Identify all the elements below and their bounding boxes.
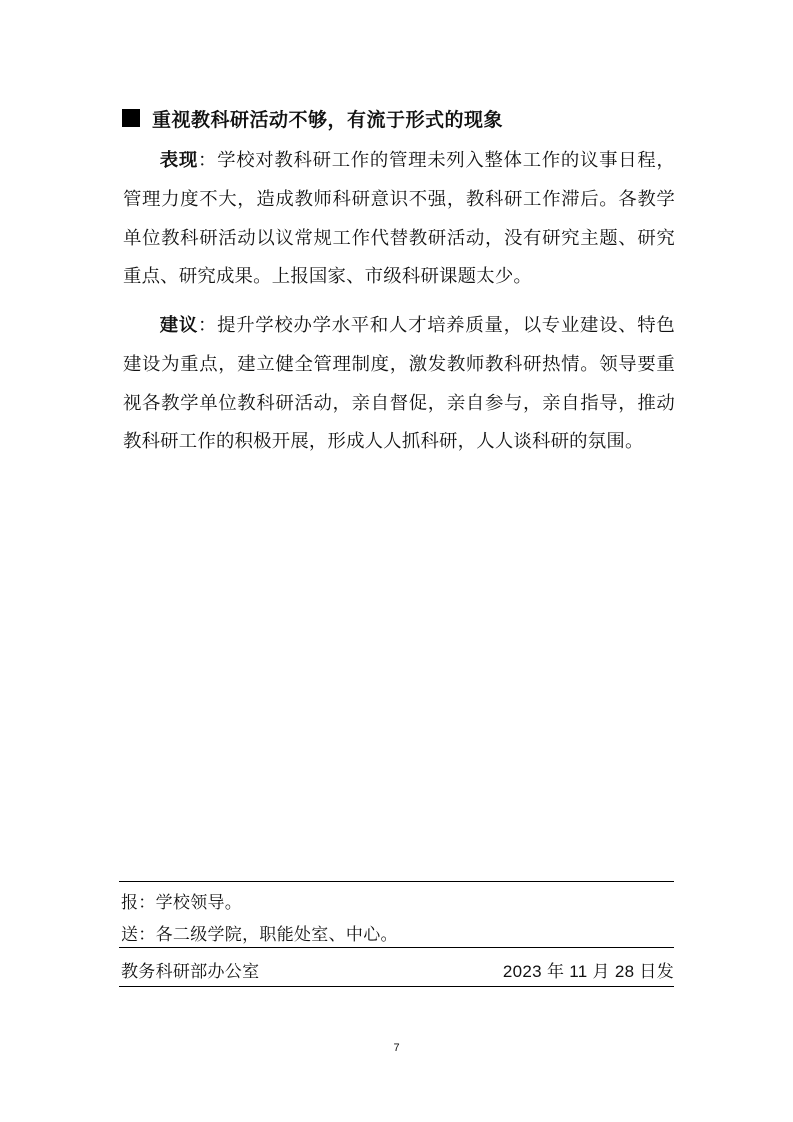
page-number: 7: [393, 1042, 400, 1054]
performance-text: 学校对教科研工作的管理未列入整体工作的议事日程，管理力度不大，造成教师科研意识不强，教科研工作滞后。各教学单位教科研活动以议常规工作代替教研活动，没有研究主题、研究重点、研究成果。上报国家、市级科研课题太少。: [123, 150, 675, 288]
suggestion-colon: ：: [198, 315, 218, 336]
report-recipients: 报：学校领导。: [121, 893, 243, 913]
suggestion-label: 建议: [159, 315, 198, 336]
performance-paragraph: [123, 142, 675, 297]
footer-bottom-divider: [119, 986, 674, 987]
performance-colon: ：: [198, 150, 218, 171]
performance-label: 表现: [159, 150, 198, 171]
issuer-line: [121, 957, 674, 987]
suggestion-paragraph: [123, 307, 675, 462]
section-heading-text: 重视教科研活动不够，有流于形式的现象: [152, 108, 504, 131]
issue-date: 2023 年 11 月 28 日发: [502, 962, 674, 981]
footer-top-divider: [119, 881, 674, 882]
section-heading: [122, 104, 682, 132]
suggestion-text: 提升学校办学水平和人才培养质量，以专业建设、特色建设为重点，建立健全管理制度，激发教师教科研热情。领导要重视各教学单位教科研活动，亲自督促，亲自参与，亲自指导，推动教科研工作的积极开展，形成人人抓科研，人人谈科研的氛围。: [123, 315, 675, 453]
send-recipients: 送：各二级学院，职能处室、中心。: [121, 925, 398, 945]
footer-middle-divider: [119, 947, 674, 948]
issuing-office: 教务科研部办公室: [121, 962, 260, 982]
black-square-bullet-icon: [122, 109, 140, 127]
